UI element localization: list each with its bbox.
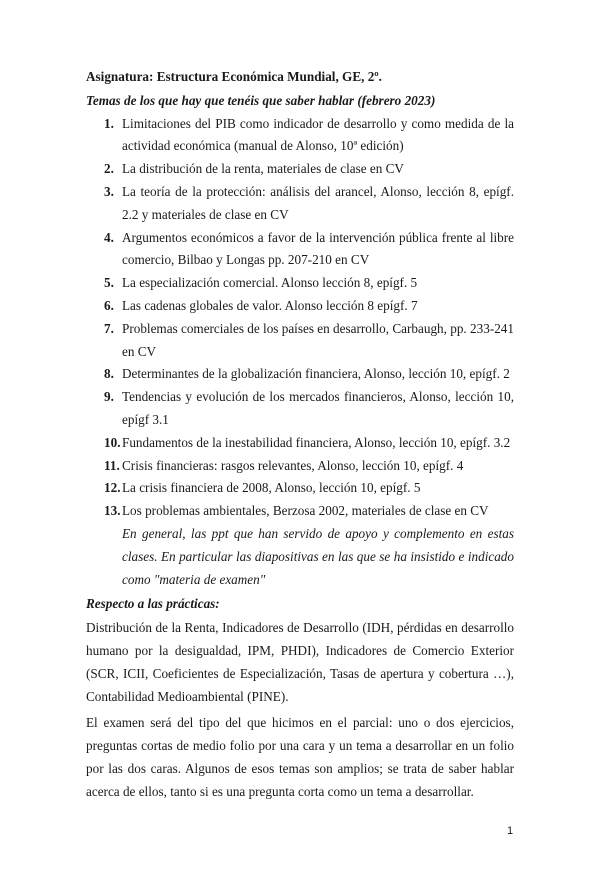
topics-list bbox=[86, 113, 514, 523]
item-text: Problemas comerciales de los países en desarrollo, Carbaugh, pp. 233-241 en CV bbox=[122, 320, 514, 359]
item-text: La teoría de la protección: análisis del arancel, Alonso, lección 8, epígf. 2.2 y materiales de clase en CV bbox=[122, 183, 514, 222]
list-item bbox=[86, 227, 514, 273]
item-text: La especialización comercial. Alonso lección 8, epígf. 5 bbox=[122, 275, 418, 291]
list-item bbox=[86, 363, 514, 386]
item-text: Fundamentos de la inestabilidad financiera, Alonso, lección 10, epígf. 3.2 bbox=[122, 434, 511, 450]
item-number: 12. bbox=[104, 480, 121, 496]
list-item bbox=[86, 295, 514, 318]
list-item bbox=[86, 500, 514, 523]
item-number: 8. bbox=[104, 366, 114, 382]
list-item bbox=[86, 432, 514, 455]
item-number: 4. bbox=[104, 229, 114, 245]
item-text: La distribución de la renta, materiales de clase en CV bbox=[122, 161, 404, 177]
list-item bbox=[86, 272, 514, 295]
list-item bbox=[86, 181, 514, 227]
practicas-heading: Respecto a las prácticas: bbox=[86, 596, 220, 612]
item-number: 2. bbox=[104, 161, 114, 177]
document-title: Asignatura: Estructura Económica Mundial, GE, 2º. bbox=[86, 69, 382, 84]
item-number: 3. bbox=[104, 183, 114, 199]
item-number: 1. bbox=[104, 115, 114, 131]
item-text: Determinantes de la globalización financiera, Alonso, lección 10, epígf. 2 bbox=[122, 366, 510, 382]
document-subtitle: Temas de los que hay que tenéis que saber hablar (febrero 2023) bbox=[86, 92, 436, 108]
practicas-paragraph: Distribución de la Renta, Indicadores de Desarrollo (IDH, pérdidas en desarrollo humano por la desigualdad, IPM, PHDI), Indicadores de Comercio Exterior (SCR, ICII, Coeficientes de Especialización, Tasas de apertura y cobertura …), Contabilidad Medioambiental (PINE). bbox=[86, 620, 514, 704]
list-item bbox=[86, 386, 514, 432]
item-number: 7. bbox=[104, 320, 114, 336]
item-number: 13. bbox=[104, 503, 121, 519]
topics-note: En general, las ppt que han servido de apoyo y complemento en estas clases. En particular las diapositivas en las que se ha insistido e indicado como "materia de examen" bbox=[122, 525, 514, 587]
item-text: Los problemas ambientales, Berzosa 2002, materiales de clase en CV bbox=[122, 503, 489, 519]
page-number: 1 bbox=[507, 824, 514, 837]
item-text: Crisis financieras: rasgos relevantes, Alonso, lección 10, epígf. 4 bbox=[122, 457, 464, 473]
item-text: Argumentos económicos a favor de la intervención pública frente al libre comercio, Bilbao y Longas pp. 207-210 en CV bbox=[122, 229, 514, 268]
item-text: La crisis financiera de 2008, Alonso, lección 10, epígf. 5 bbox=[122, 480, 421, 496]
item-text: Tendencias y evolución de los mercados financieros, Alonso, lección 10, epígf 3.1 bbox=[122, 389, 514, 427]
item-text: Las cadenas globales de valor. Alonso lección 8 epígf. 7 bbox=[122, 297, 418, 313]
list-item bbox=[86, 318, 514, 364]
item-number: 5. bbox=[104, 275, 114, 291]
item-text: Limitaciones del PIB como indicador de desarrollo y como medida de la actividad económica (manual de Alonso, 10ª edición) bbox=[122, 115, 514, 154]
list-item bbox=[86, 455, 514, 478]
exam-paragraph: El examen será del tipo del que hicimos en el parcial: uno o dos ejercicios, preguntas cortas de medio folio por una cara y un tema a desarrollar en un folio por las dos caras. Algunos de esos temas son amplios; se trata de saber hablar acerca de ellos, tanto si es una pregunta corta como un tema a desarrollar. bbox=[86, 715, 514, 799]
list-item bbox=[86, 477, 514, 500]
item-number: 11. bbox=[104, 457, 120, 473]
topics-section bbox=[86, 113, 514, 592]
list-item bbox=[86, 113, 514, 159]
item-number: 10. bbox=[104, 434, 121, 450]
item-number: 9. bbox=[104, 389, 114, 405]
item-number: 6. bbox=[104, 297, 114, 313]
list-item bbox=[86, 158, 514, 181]
